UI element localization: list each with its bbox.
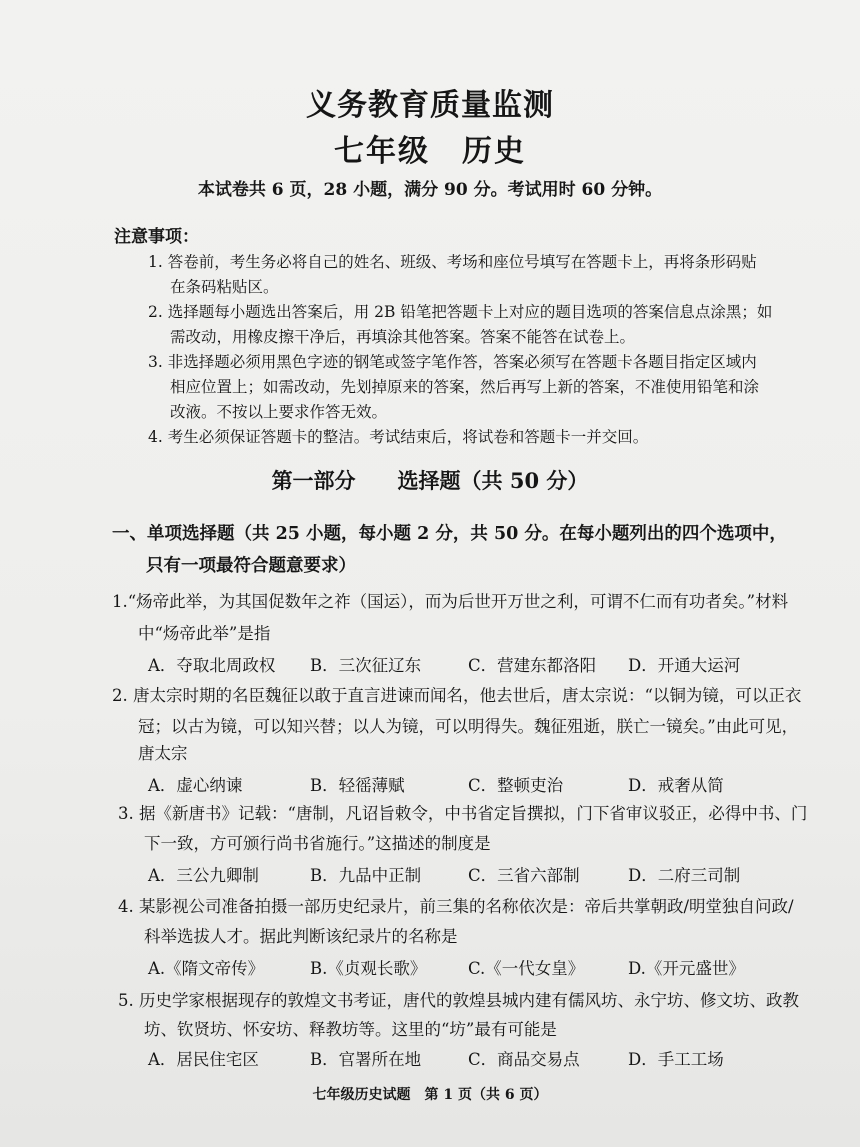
q5-option-b: B．官署所在地 xyxy=(310,1050,422,1069)
q2-option-a: A．虚心纳谏 xyxy=(148,776,243,795)
notice-item-1: 1. 答卷前，考生务必将自己的姓名、班级、考场和座位号填写在答题卡上，再将条形码贴 xyxy=(148,253,757,271)
question-3-line-2: 下一致，方可颁行尚书省施行。”这描述的制度是 xyxy=(144,834,491,853)
q2-option-c: C．整顿吏治 xyxy=(468,776,564,795)
question-1-line-1: 1.“炀帝此举，为其国促数年之祚（国运），而为后世开万世之利，可谓不仁而有功者矣。”材料 xyxy=(112,592,789,611)
q1-option-c: C．营建东都洛阳 xyxy=(468,656,597,675)
notice-item-2-cont: 需改动，用橡皮擦干净后，再填涂其他答案。答案不能答在试卷上。 xyxy=(170,328,636,346)
notice-heading: 注意事项： xyxy=(114,227,199,247)
question-5-line-2: 坊、钦贤坊、怀安坊、释教坊等。这里的“坊”最有可能是 xyxy=(144,1020,557,1039)
question-2-line-3: 唐太宗 xyxy=(138,744,188,763)
q4-option-a: A.《隋文帝传》 xyxy=(148,959,265,978)
notice-item-3-cont: 相应位置上；如需改动，先划掉原来的答案，然后再写上新的答案，不准使用铅笔和涂 xyxy=(170,378,760,396)
page-footer: 七年级历史试题 第 1 页（共 6 页） xyxy=(312,1087,548,1103)
notice-item-3: 3. 非选择题必须用黑色字迹的钢笔或签字笔作答，答案必须写在答题卡各题目指定区域内 xyxy=(148,353,757,371)
question-2-line-2: 冠；以古为镜，可以知兴替；以人为镜，可以明得失。魏征殂逝，朕亡一镜矣。”由此可见， xyxy=(138,717,799,736)
section-title: 第一部分 选择题（共 50 分） xyxy=(271,468,589,493)
q5-option-d: D．手工工场 xyxy=(628,1050,724,1069)
q1-option-d: D．开通大运河 xyxy=(628,656,741,675)
question-5-line-1: 5. 历史学家根据现存的敦煌文书考证，唐代的敦煌县城内建有儒风坊、永宁坊、修文坊、政教 xyxy=(118,991,799,1010)
q2-option-b: B．轻徭薄赋 xyxy=(310,776,405,795)
q3-option-a: A．三公九卿制 xyxy=(148,866,259,885)
q3-option-c: C．三省六部制 xyxy=(468,866,580,885)
q4-option-d: D.《开元盛世》 xyxy=(628,959,745,978)
question-2-line-1: 2. 唐太宗时期的名臣魏征以敢于直言进谏而闻名，他去世后，唐太宗说：“以铜为镜，可以正衣 xyxy=(112,686,802,705)
notice-item-1-cont: 在条码粘贴区。 xyxy=(170,278,279,296)
question-1-line-2: 中“炀帝此举”是指 xyxy=(138,624,271,643)
notice-item-4: 4. 考生必须保证答题卡的整洁。考试结束后，将试卷和答题卡一并交回。 xyxy=(148,428,649,446)
q4-option-c: C.《一代女皇》 xyxy=(468,959,585,978)
q1-option-b: B．三次征辽东 xyxy=(310,656,422,675)
q1-option-a: A．夺取北周政权 xyxy=(148,656,276,675)
q2-option-d: D．戒奢从简 xyxy=(628,776,724,795)
q4-option-b: B.《贞观长歌》 xyxy=(310,959,427,978)
q3-option-d: D．二府三司制 xyxy=(628,866,741,885)
question-3-line-1: 3. 据《新唐书》记载：“唐制，凡诏旨敕令，中书省定旨撰拟，门下省审议驳正，必得中书、门 xyxy=(118,804,808,823)
exam-subject: 七年级 历史 xyxy=(334,134,526,169)
notice-item-2: 2. 选择题每小题选出答案后，用 2B 铅笔把答题卡上对应的题目选项的答案信息点涂黑；如 xyxy=(148,303,773,321)
q3-option-b: B．九品中正制 xyxy=(310,866,422,885)
exam-title: 义务教育质量监测 xyxy=(306,88,554,123)
question-4-line-1: 4. 某影视公司准备拍摄一部历史纪录片，前三集的名称依次是：帝后共掌朝政/明堂独自问政/ xyxy=(118,897,794,916)
q5-option-a: A．居民住宅区 xyxy=(148,1050,259,1069)
question-4-line-2: 科举选拔人才。据此判断该纪录片的名称是 xyxy=(144,927,458,946)
part-title-cont: 只有一项最符合题意要求） xyxy=(146,556,356,576)
part-title: 一、单项选择题（共 25 小题，每小题 2 分，共 50 分。在每小题列出的四个选项中， xyxy=(112,524,787,544)
notice-item-3-cont2: 改液。不按以上要求作答无效。 xyxy=(170,403,388,421)
exam-info: 本试卷共 6 页，28 小题，满分 90 分。考试用时 60 分钟。 xyxy=(197,180,663,200)
q5-option-c: C．商品交易点 xyxy=(468,1050,580,1069)
